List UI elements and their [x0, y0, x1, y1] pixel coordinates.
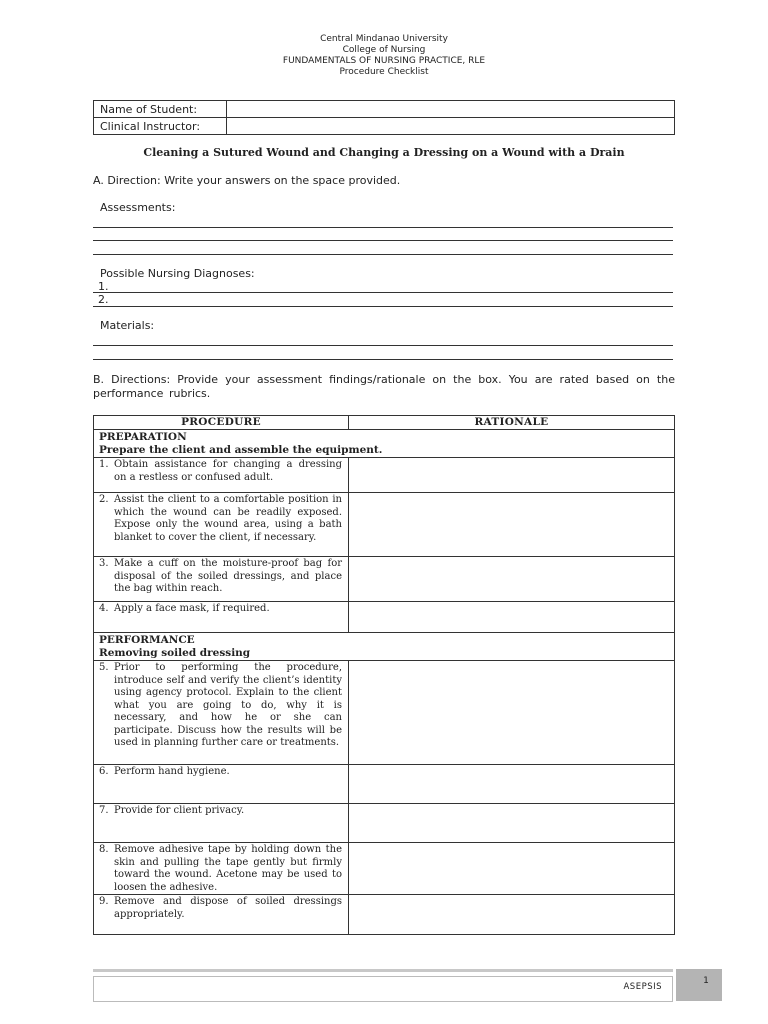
procedure-title: Cleaning a Sutured Wound and Changing a Dressing on a Wound with a Drain — [143, 146, 625, 159]
procedure-step-2 — [94, 493, 348, 544]
procedure-step-6 — [94, 765, 348, 779]
diagnoses-label: Possible Nursing Diagnoses: — [100, 267, 255, 280]
procedure-checklist-table — [93, 415, 675, 935]
college-name: College of Nursing — [342, 45, 426, 55]
procedure-cell — [94, 895, 349, 935]
student-info-table — [93, 100, 675, 135]
rationale-field-2[interactable] — [349, 493, 675, 557]
step-number: 9. — [99, 896, 109, 907]
direction-b: B. Directions: Provide your assessment findings/rationale on the box. You are rated based on the performance rubrics. — [93, 373, 675, 400]
step-text: Apply a face mask, if required. — [114, 603, 270, 614]
procedure-step-1 — [94, 458, 348, 484]
step-text: Remove and dispose of soiled dressings appropriately. — [114, 896, 342, 920]
rationale-field-4[interactable] — [349, 602, 675, 633]
instructor-row — [94, 118, 675, 135]
preparation-section — [94, 430, 675, 458]
checklist-row — [94, 843, 675, 895]
footer-rule — [93, 969, 673, 972]
checklist-row — [94, 458, 675, 493]
student-name-field[interactable] — [227, 101, 675, 118]
rationale-field-8[interactable] — [349, 843, 675, 895]
assessment-line-1[interactable] — [93, 227, 673, 228]
rationale-field-9[interactable] — [349, 895, 675, 935]
diagnosis-line-2[interactable] — [93, 306, 673, 307]
rationale-field-3[interactable] — [349, 557, 675, 602]
performance-section — [94, 633, 675, 661]
student-name-label: Name of Student: — [94, 101, 227, 118]
procedure-step-7 — [94, 804, 348, 818]
rationale-field-7[interactable] — [349, 804, 675, 843]
step-text: Provide for client privacy. — [114, 805, 245, 816]
diagnosis-line-1[interactable] — [93, 292, 673, 293]
checklist-header-row — [94, 416, 675, 430]
step-text: Prior to performing the procedure, introduce self and verify the client’s identity using agency protocol. Explain to the client what you are going to do, why it is necessary, and how he or she can participate. Discuss how the results will be used in planning further care or treatments. — [114, 662, 342, 748]
preparation-heading: PREPARATION — [99, 431, 187, 443]
procedure-cell — [94, 804, 349, 843]
student-row — [94, 101, 675, 118]
procedure-step-9 — [94, 895, 348, 921]
procedure-cell — [94, 843, 349, 895]
performance-section-row — [94, 633, 675, 661]
clinical-instructor-label: Clinical Instructor: — [94, 118, 227, 135]
procedure-column-header: PROCEDURE — [94, 416, 349, 430]
procedure-step-4 — [94, 602, 348, 616]
step-number: 5. — [99, 662, 109, 673]
university-name: Central Mindanao University — [320, 34, 448, 44]
diagnosis-number-2: 2. — [98, 293, 109, 306]
assessment-line-3[interactable] — [93, 254, 673, 255]
rationale-field-6[interactable] — [349, 765, 675, 804]
rationale-column-header: RATIONALE — [349, 416, 675, 430]
checklist-row — [94, 765, 675, 804]
step-text: Assist the client to a comfortable position in which the wound can be readily exposed. Expose only the wound area, using a bath blanket to cover the client, if necessary. — [114, 494, 342, 543]
procedure-step-3 — [94, 557, 348, 596]
direction-a: A. Direction: Write your answers on the space provided. — [93, 174, 401, 187]
step-number: 1. — [99, 459, 109, 470]
procedure-cell — [94, 458, 349, 493]
procedure-cell — [94, 765, 349, 804]
rationale-field-1[interactable] — [349, 458, 675, 493]
step-number: 3. — [99, 558, 109, 569]
performance-heading: PERFORMANCE — [99, 634, 195, 646]
step-number: 6. — [99, 766, 109, 777]
checklist-row — [94, 493, 675, 557]
procedure-cell — [94, 493, 349, 557]
step-number: 7. — [99, 805, 109, 816]
document-header — [0, 34, 768, 78]
document-type: Procedure Checklist — [339, 67, 429, 77]
procedure-step-8 — [94, 843, 348, 894]
assessment-line-2[interactable] — [93, 240, 673, 241]
materials-line-1[interactable] — [93, 345, 673, 346]
page-number: 1 — [703, 976, 709, 986]
procedure-cell — [94, 661, 349, 765]
materials-label: Materials: — [100, 319, 155, 332]
procedure-cell — [94, 557, 349, 602]
step-number: 8. — [99, 844, 109, 855]
preparation-section-row — [94, 430, 675, 458]
procedure-step-5 — [94, 661, 348, 750]
assessments-label: Assessments: — [100, 201, 176, 214]
step-number: 4. — [99, 603, 109, 614]
course-name: FUNDAMENTALS OF NURSING PRACTICE, RLE — [282, 56, 486, 66]
step-text: Perform hand hygiene. — [114, 766, 230, 777]
step-number: 2. — [99, 494, 109, 505]
procedure-cell — [94, 602, 349, 633]
checklist-row — [94, 602, 675, 633]
checklist-row — [94, 661, 675, 765]
footer-box — [93, 976, 673, 1002]
step-text: Remove adhesive tape by holding down the skin and pulling the tape gently but firmly toward the wound. Acetone may be used to loosen the adhesive. — [114, 844, 342, 893]
checklist-row — [94, 804, 675, 843]
footer-section-label: ASEPSIS — [623, 982, 662, 992]
step-text: Obtain assistance for changing a dressing on a restless or confused adult. — [114, 459, 342, 483]
materials-line-2[interactable] — [93, 359, 673, 360]
clinical-instructor-field[interactable] — [227, 118, 675, 135]
diagnosis-number-1: 1. — [98, 280, 109, 293]
rationale-field-5[interactable] — [349, 661, 675, 765]
performance-subheading: Removing soiled dressing — [99, 647, 251, 659]
step-text: Make a cuff on the moisture-proof bag for disposal of the soiled dressings, and place the bag within reach. — [114, 558, 342, 594]
checklist-row — [94, 557, 675, 602]
preparation-subheading: Prepare the client and assemble the equipment. — [99, 444, 383, 456]
checklist-row — [94, 895, 675, 935]
